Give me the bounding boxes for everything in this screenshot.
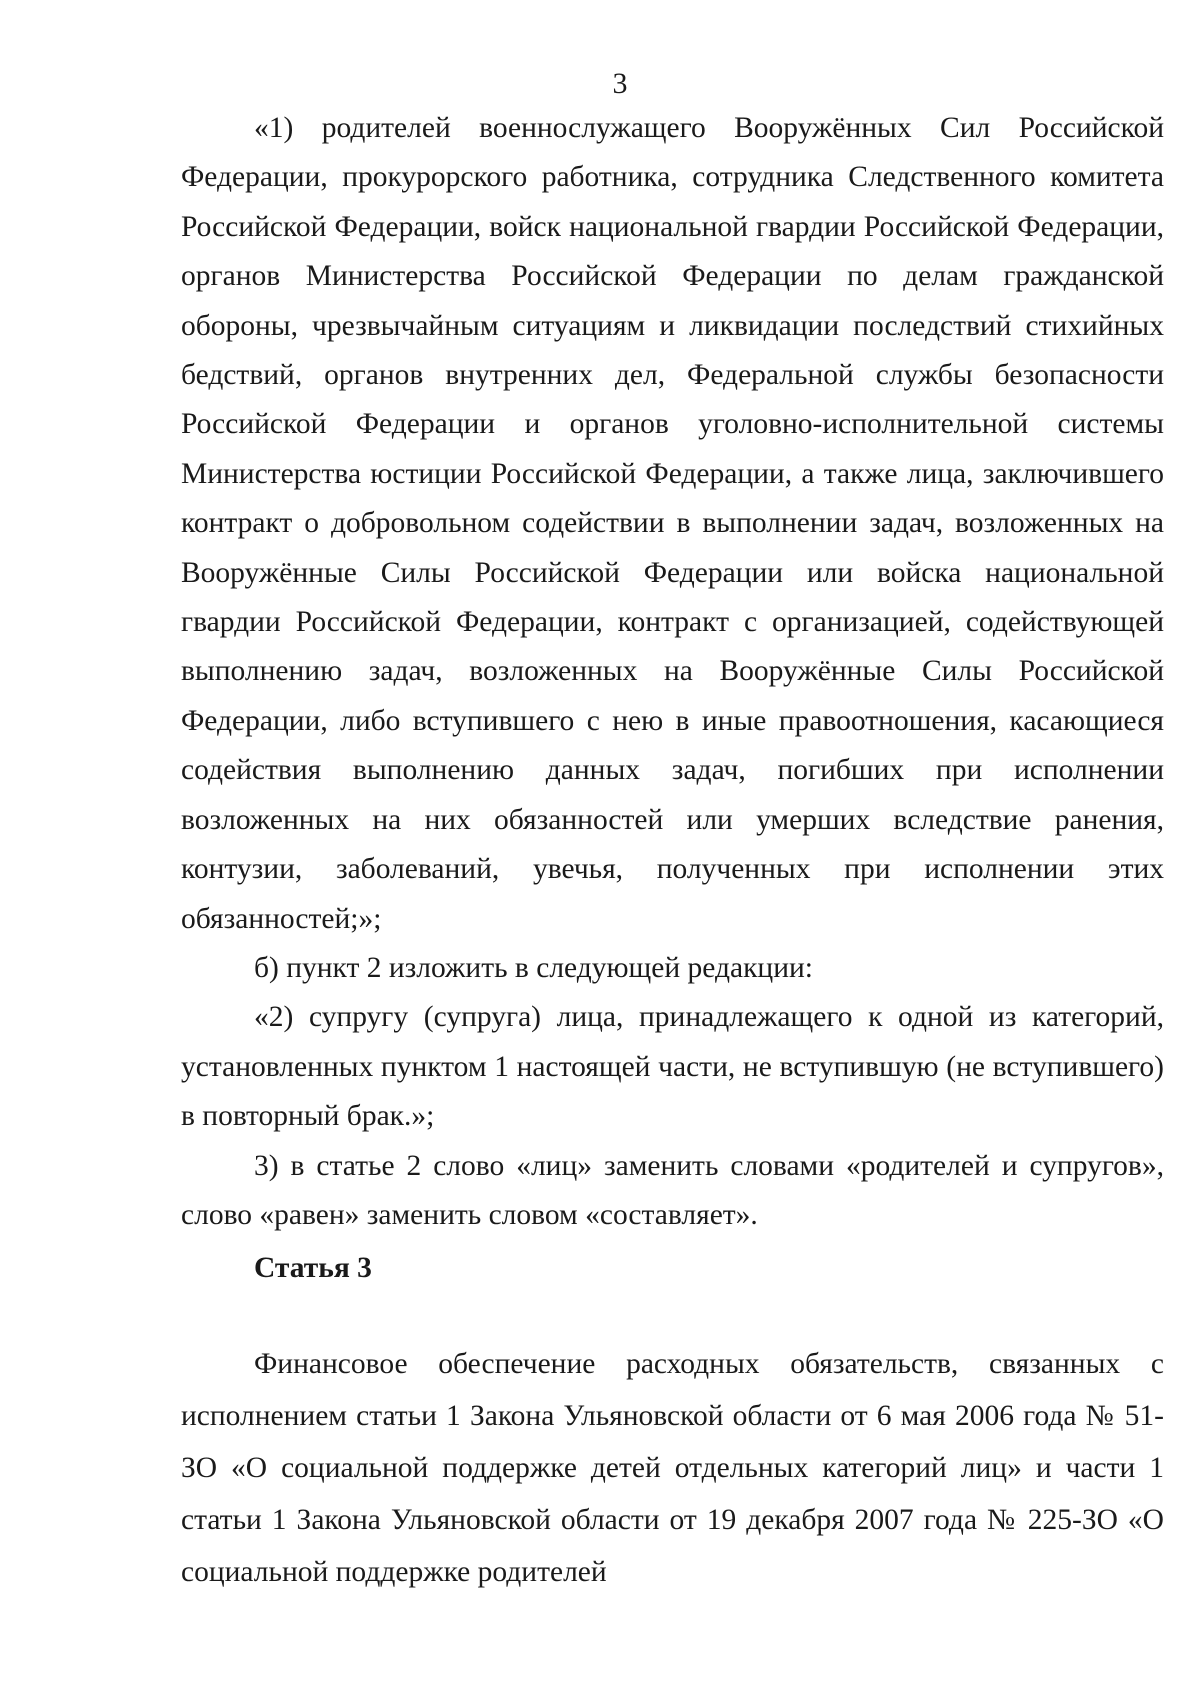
amendment-text — [181, 104, 1164, 1240]
article-body — [181, 1338, 1164, 1598]
paragraph-item-2: «2) супругу (супруга) лица, принадлежащего к одной из категорий, установленных пунктом 1 настоящей части, не вступившую (не вступившего) в повторный брак.»; — [181, 1001, 1164, 1133]
paragraph-item-3: 3) в статье 2 слово «лиц» заменить словами «родителей и супругов», слово «равен» заменить словом «составляет». — [181, 1149, 1164, 1231]
paragraph-item-1: «1) родителей военнослужащего Вооружённых Сил Российской Федерации, прокурорского работника, сотрудника Следственного комитета Российской Федерации, войск национальной гвардии Российской Федерации, органов Министерства Российской Федерации по делам гражданской обороны, чрезвычайным ситуациям и ликвидации последствий стихийных бедствий, органов внутренних дел, Федеральной службы безопасности Российской Федерации и органов уголовно-исполнительной системы Министерства юстиции Российской Федерации, а также лица, заключившего контракт о добровольном содействии в выполнении задач, возложенных на Вооружённые Силы Российской Федерации или войска национальной гвардии Российской Федерации, контракт с организацией, содействующей выполнению задач, возложенных на Вооружённые Силы Российской Федерации, либо вступившего с нею в иные правоотношения, касающиеся содействия выполнению данных задач, погибших при исполнении возложенных на них обязанностей или умерших вследствие ранения, контузии, заболеваний, увечья, полученных при исполнении этих обязанностей;»; — [181, 112, 1164, 935]
paragraph-item-b: б) пункт 2 изложить в следующей редакции: — [254, 951, 813, 984]
article-heading: Статья 3 — [254, 1252, 372, 1284]
page-number: 3 — [612, 67, 628, 100]
article-paragraph: Финансовое обеспечение расходных обязательств, связанных с исполнением статьи 1 Закона Ульяновской области от 6 мая 2006 года № 51-ЗО «О социальной поддержке детей отдельных категорий лиц» и части 1 статьи 1 Закона Ульяновской области от 19 декабря 2007 года № 225-ЗО «О социальной поддержке родителей — [181, 1348, 1164, 1588]
